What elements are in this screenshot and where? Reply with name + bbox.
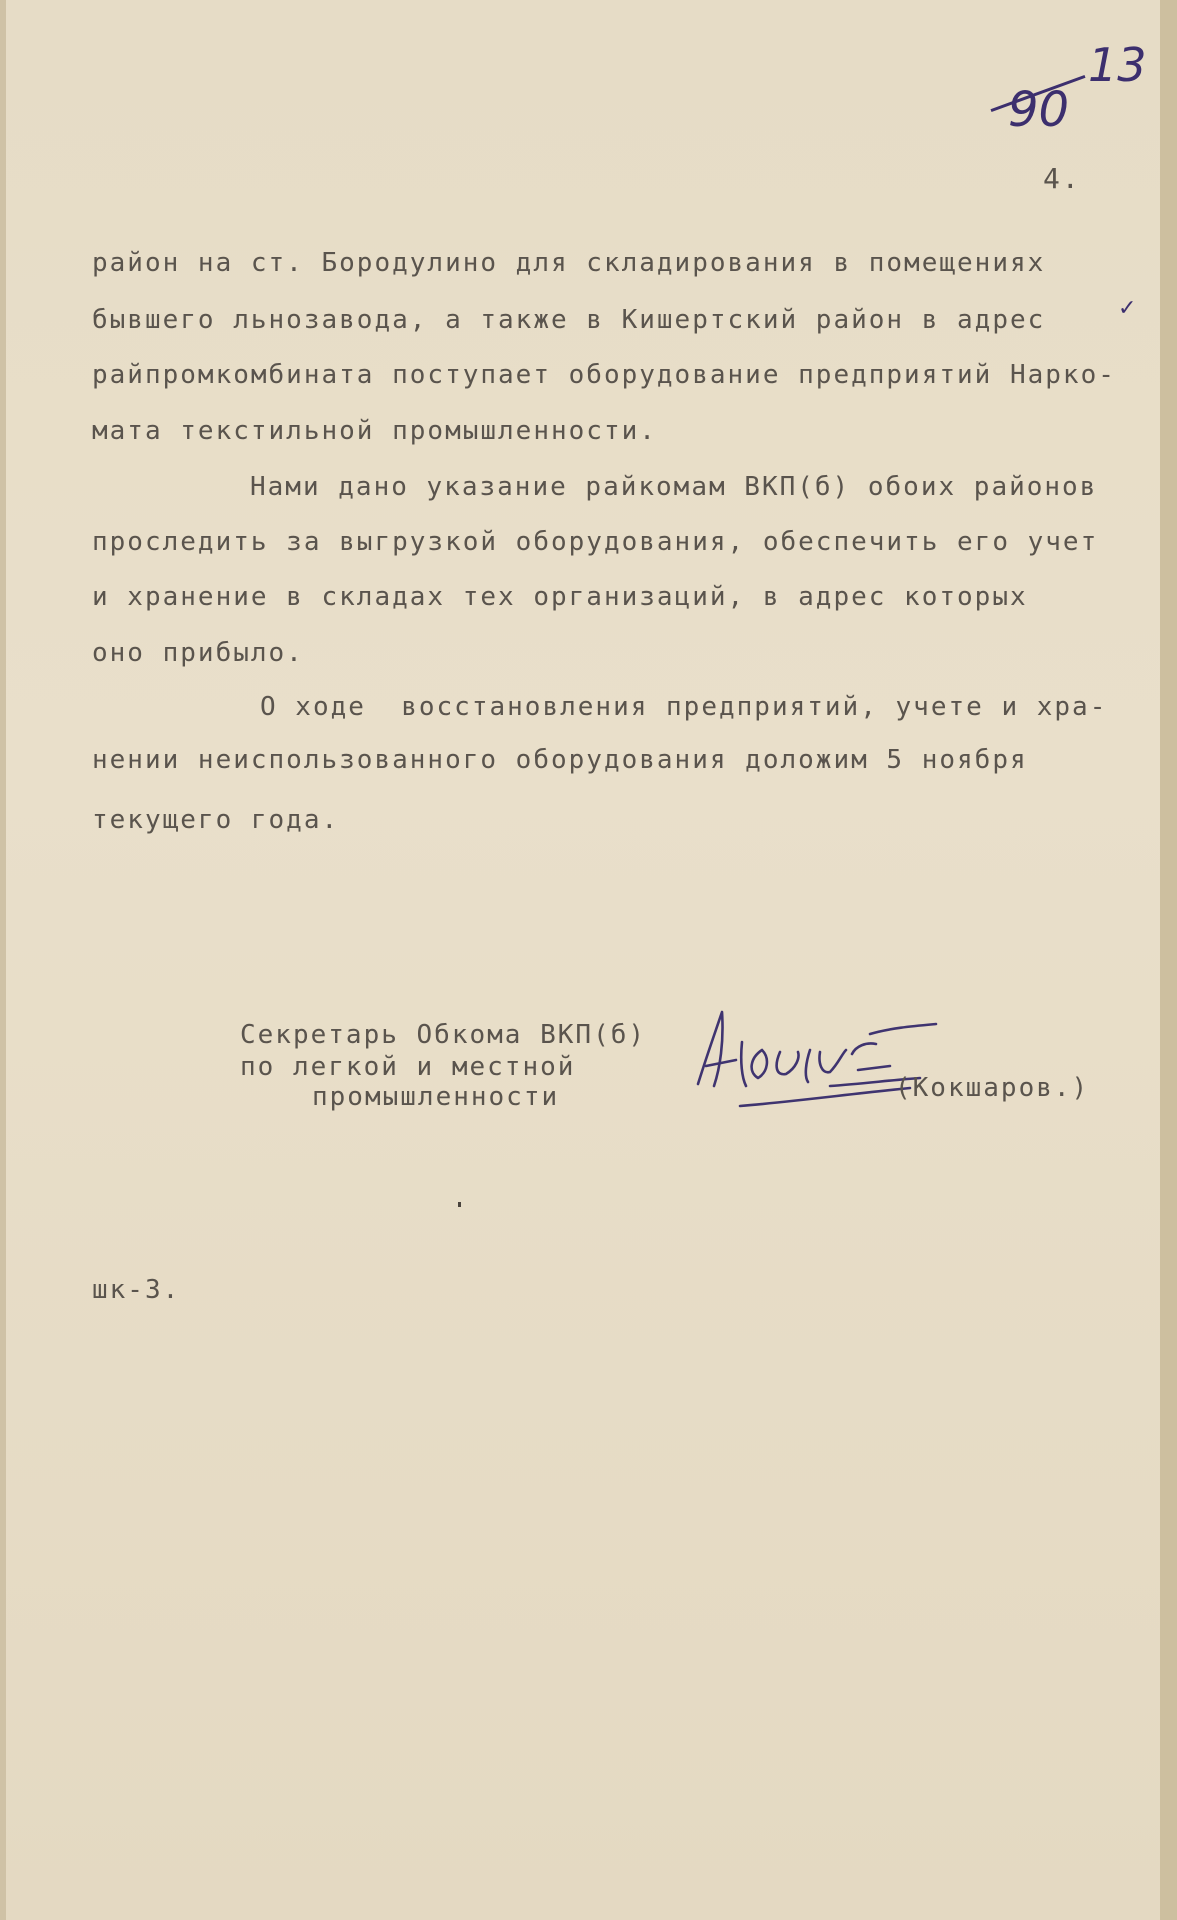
archive-folio-number: 13 bbox=[1088, 38, 1147, 92]
handwritten-signature bbox=[670, 1002, 940, 1122]
body-line: мата текстильной промышленности. bbox=[92, 416, 657, 446]
body-line: проследить за выгрузкой оборудования, обеспечить его учет bbox=[92, 527, 1099, 557]
body-line: и хранение в складах тех организаций, в адрес которых bbox=[92, 582, 1028, 612]
signatory-title-line: Секретарь Обкома ВКП(б) bbox=[240, 1020, 647, 1050]
signatory-title-line: промышленности bbox=[312, 1082, 560, 1112]
body-line: район на ст. Бородулино для складирования в помещениях bbox=[92, 248, 1046, 278]
body-line: бывшего льнозавода, а также в Кишертский район в адрес bbox=[92, 305, 1046, 335]
page-fold-edge bbox=[0, 0, 6, 1920]
page-edge bbox=[1160, 0, 1177, 1920]
body-line: Нами дано указание райкомам ВКП(б) обоих районов bbox=[250, 472, 1098, 502]
reference-code: шк-3. bbox=[92, 1275, 181, 1305]
body-line: оно прибыло. bbox=[92, 638, 304, 668]
body-line: текущего года. bbox=[92, 805, 340, 835]
body-line: нении неиспользованного оборудования доложим 5 ноября bbox=[92, 745, 1028, 775]
struck-archive-number: 90 bbox=[1008, 82, 1070, 138]
signatory-title-line: по легкой и местной bbox=[240, 1052, 576, 1082]
check-mark-icon: ✓ bbox=[1118, 296, 1137, 321]
body-line: райпромкомбината поступает оборудование предприятий Нарко- bbox=[92, 360, 1116, 390]
signatory-name: (Кокшаров.) bbox=[895, 1073, 1090, 1103]
body-line: О ходе восстановления предприятий, учете и хра- bbox=[260, 692, 1108, 722]
ink-speck bbox=[458, 1202, 461, 1207]
page-number: 4. bbox=[1043, 162, 1081, 195]
